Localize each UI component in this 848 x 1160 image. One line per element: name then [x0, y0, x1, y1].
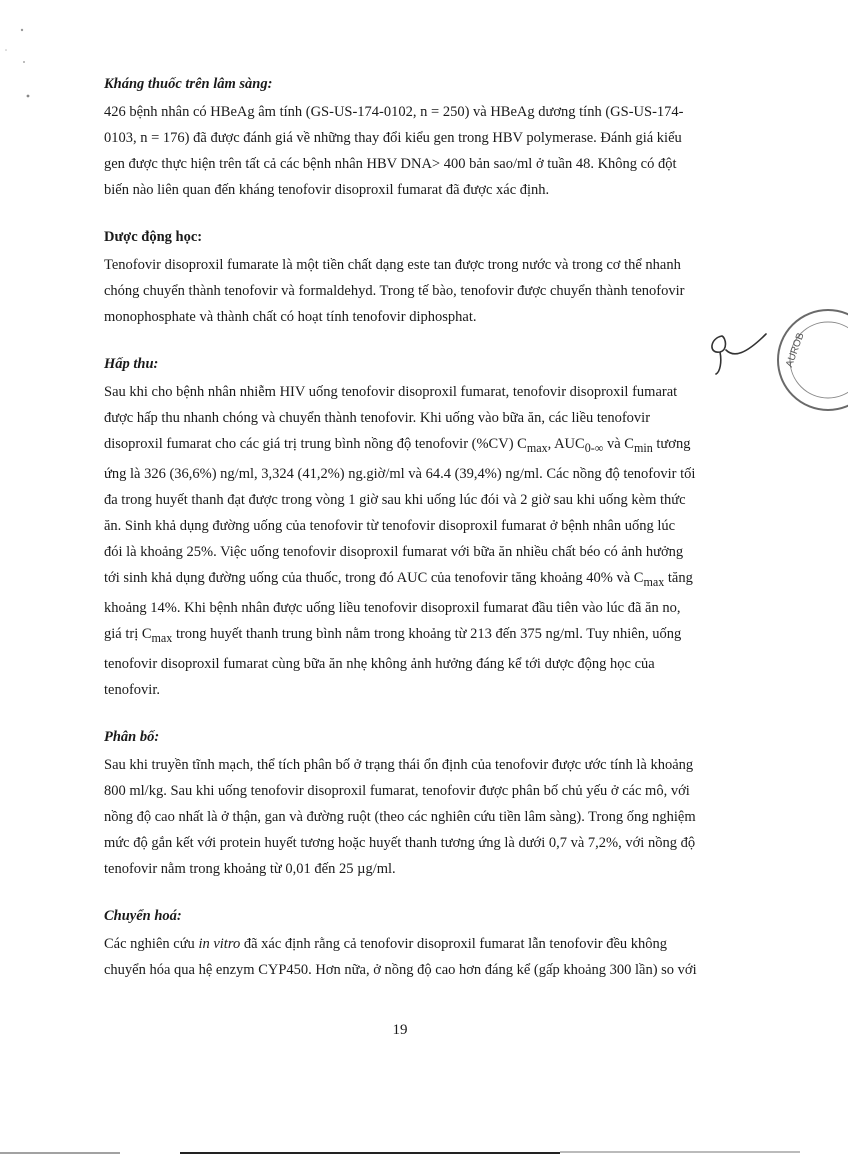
signature-initials — [700, 328, 770, 378]
text-line: monophosphate và thành chất có hoạt tính tenofovir diphosphat. — [104, 309, 477, 325]
text-line: ứng là 326 (36,6%) ng/ml, 3,324 (41,2%) ng.giờ/ml và 64.4 (39,4%) ng/ml. Các nồng độ tenofovir tối — [104, 465, 696, 482]
text-line: disoproxil fumarat cho các giá trị trung bình nồng độ tenofovir (%CV) $C_{max}$, $AUC_{0-\infty}$ và $C_{min}$ tương — [104, 436, 691, 455]
section-heading: Hấp thu: — [104, 356, 159, 372]
text-line: 800 ml/kg. Sau khi uống tenofovir disoproxil fumarat, tenofovir được phân bố chủ yếu ở các mô, với — [104, 782, 690, 799]
text-line: mức độ gắn kết với protein huyết tương hoặc huyết thanh tương ứng là dưới 0,7 và 7,2%, với nồng độ — [104, 834, 696, 851]
paragraph — [104, 931, 752, 983]
paragraph — [104, 379, 752, 703]
section-pharmacokinetics — [104, 227, 752, 330]
section-distribution — [104, 727, 752, 882]
text-line: 426 bệnh nhân có HBeAg âm tính (GS-US-174-0102, n = 250) và HBeAg dương tính (GS-US-174- — [104, 104, 684, 120]
text-line: tenofovir. — [104, 681, 160, 698]
text-line: đói là khoảng 25%. Việc uống tenofovir disoproxil fumarat với bữa ăn nhiều chất béo có ảnh hưởng — [104, 543, 684, 560]
text-line: giá trị $C_{max}$ trong huyết thanh trung bình nằm trong khoảng từ 213 đến 375 ng/ml. Tuy nhiên, uống — [104, 625, 682, 645]
text-line: ăn. Sinh khả dụng đường uống của tenofovir từ tenofovir disoproxil fumarat ở bệnh nhân uống lúc — [104, 517, 676, 534]
text-line: tới sinh khả dụng đường uống của thuốc, trong đó AUC của tenofovir tăng khoảng 40% và $C_{max}$ tăng — [104, 569, 693, 589]
text-line: Sau khi cho bệnh nhân nhiễm HIV uống tenofovir disoproxil fumarat, tenofovir disoproxil fumarat — [104, 384, 678, 400]
text-line: khoảng 14%. Khi bệnh nhân được uống liều tenofovir disoproxil fumarat đầu tiên vào lúc đã ăn no, — [104, 599, 681, 616]
paragraph — [104, 752, 752, 882]
section-heading: Dược động học: — [104, 229, 203, 245]
text-line: 0103, n = 176) đã được đánh giá về những thay đổi kiểu gen trong HBV polymerase. Đánh giá kiểu — [104, 130, 682, 146]
page-number: 19 — [392, 1022, 408, 1038]
section-heading: Kháng thuốc trên lâm sàng: — [104, 76, 273, 92]
text-line: chuyển hóa qua hệ enzym CYP450. Hơn nữa, ở nồng độ cao hơn đáng kể (gấp khoảng 300 lần) so với — [104, 961, 697, 978]
text-line: Các nghiên cứu in vitro đã xác định rằng cả tenofovir disoproxil fumarat lẫn tenofovir đều không — [104, 935, 668, 952]
scan-edge — [0, 1150, 800, 1156]
section-clinical-resistance — [104, 74, 752, 203]
scan-dots — [0, 0, 40, 120]
text-line: Tenofovir disoproxil fumarate là một tiền chất dạng este tan được trong nước và trong cơ thể nhanh — [104, 257, 681, 273]
paragraph — [104, 99, 752, 203]
text-line: đa trong huyết thanh đạt được trong vòng 1 giờ sau khi uống lúc đói và 2 giờ sau khi uống kèm thức — [104, 491, 686, 508]
section-metabolism — [104, 906, 752, 983]
text-line: chóng chuyển thành tenofovir và formaldehyd. Trong tế bào, tenofovir được chuyển thành tenofovir — [104, 283, 685, 299]
text-line: nồng độ cao nhất là ở thận, gan và đường ruột (theo các nghiên cứu tiền lâm sàng). Trong ống nghiệm — [104, 808, 696, 825]
section-heading: Phân bố: — [104, 728, 160, 745]
text-line: tenofovir nằm trong khoảng từ 0,01 đến 25 µg/ml. — [104, 860, 396, 877]
company-stamp — [768, 300, 848, 420]
text-line: Sau khi truyền tĩnh mạch, thể tích phân bố ở trạng thái ổn định của tenofovir được ước tính là khoảng — [104, 756, 694, 773]
text-line: tenofovir disoproxil fumarat cùng bữa ăn nhẹ không ảnh hưởng đáng kể tới dược động học của — [104, 655, 655, 672]
text-line: gen được thực hiện trên tất cả các bệnh nhân HBV DNA> 400 bản sao/ml ở tuần 48. Không có đột — [104, 156, 677, 172]
section-absorption — [104, 354, 752, 703]
text-line: biến nào liên quan đến kháng tenofovir disoproxil fumarat đã được xác định. — [104, 182, 550, 198]
document-body — [104, 74, 752, 983]
stamp-text: AUROB — [784, 331, 807, 369]
section-heading: Chuyển hoá: — [104, 907, 182, 924]
paragraph — [104, 252, 752, 330]
text-line: được hấp thu nhanh chóng và chuyển thành tenofovir. Khi uống vào bữa ăn, các liều tenofovir — [104, 410, 651, 426]
